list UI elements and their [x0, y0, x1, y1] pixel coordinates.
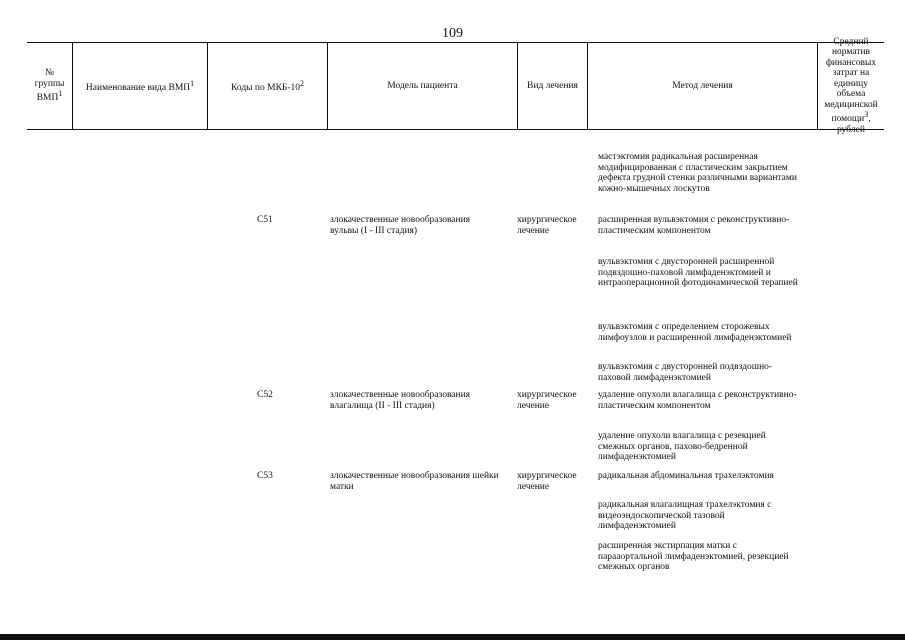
header-treatment-method	[588, 43, 817, 129]
method-item: удаление опухоли влагалища с резекцией смежных органов, пахово-бедренной лимфаденэктомией	[598, 431, 766, 462]
header-vmp-name	[73, 43, 207, 129]
header-treatment-type-label: Вид лечения	[527, 80, 578, 91]
table-header	[27, 36, 884, 135]
header-group-number	[27, 43, 72, 129]
method-item: вульвэктомия с двусторонней расширенной подвздошно-паховой лимфаденэктомией и интраоперационной фотодинамической терапией	[598, 257, 798, 288]
treatment-type: хирургическое лечение	[517, 215, 577, 236]
method-item: мастэктомия радикальная расширенная модифицированная с пластическим закрытием дефекта грудной стенки различными вариантами кожно-мышечных лоскутов	[598, 152, 797, 194]
patient-model: злокачественные новообразования влагалища (II - III стадия)	[330, 390, 471, 411]
method-item: радикальная влагалищная трахелэктомия с видеоэндоскопической тазовой лимфаденэктомией	[598, 500, 772, 531]
header-average-cost-unit: , рублей	[837, 114, 871, 135]
header-treatment-type	[518, 43, 587, 129]
method-item: радикальная абдоминальная трахелэктомия	[598, 471, 774, 481]
scan-bottom-edge	[0, 634, 905, 640]
patient-model: злокачественные новообразования вульвы (I - III стадия)	[330, 215, 471, 236]
header-average-cost-footnote: 3	[864, 110, 869, 120]
header-average-cost-label: Средний норматив финансовых затрат на единицу объема медицинской помощи	[824, 36, 878, 125]
header-icd-codes	[208, 43, 327, 129]
header-vmp-name-label: Наименование вида ВМП	[85, 82, 191, 93]
method-item: расширенная экстирпация матки с парааортальной лимфаденэктомией, резекцией смежных органов	[598, 541, 789, 572]
page-number: 109	[442, 26, 463, 41]
treatment-type: хирургическое лечение	[517, 390, 577, 411]
header-icd-codes-footnote: 2	[300, 78, 304, 88]
header-group-number-footnote: 1	[58, 89, 63, 99]
header-treatment-method-label: Метод лечения	[672, 80, 733, 91]
header-vmp-name-footnote: 1	[190, 78, 195, 88]
patient-model: злокачественные новообразования шейки матки	[330, 471, 499, 492]
icd-code: C53	[257, 471, 273, 481]
method-item: расширенная вульвэктомия с реконструктивно-пластическим компонентом	[598, 215, 790, 236]
header-patient-model-label: Модель пациента	[387, 80, 458, 91]
treatment-type: хирургическое лечение	[517, 471, 577, 492]
header-icd-codes-label: Коды по МКБ-10	[231, 82, 301, 93]
method-item: вульвэктомия с определением сторожевых лимфоузлов и расширенной лимфаденэктомией	[598, 322, 792, 343]
icd-code: C51	[257, 215, 273, 225]
header-average-cost	[818, 36, 884, 135]
icd-code: C52	[257, 390, 273, 400]
method-item: удаление опухоли влагалища с реконструктивно-пластическим компонентом	[598, 390, 797, 411]
header-group-number-label: № группы ВМП	[34, 68, 65, 104]
header-patient-model	[328, 43, 517, 129]
method-item: вульвэктомия с двусторонней подвздошно-паховой лимфаденэктомией	[598, 362, 773, 383]
